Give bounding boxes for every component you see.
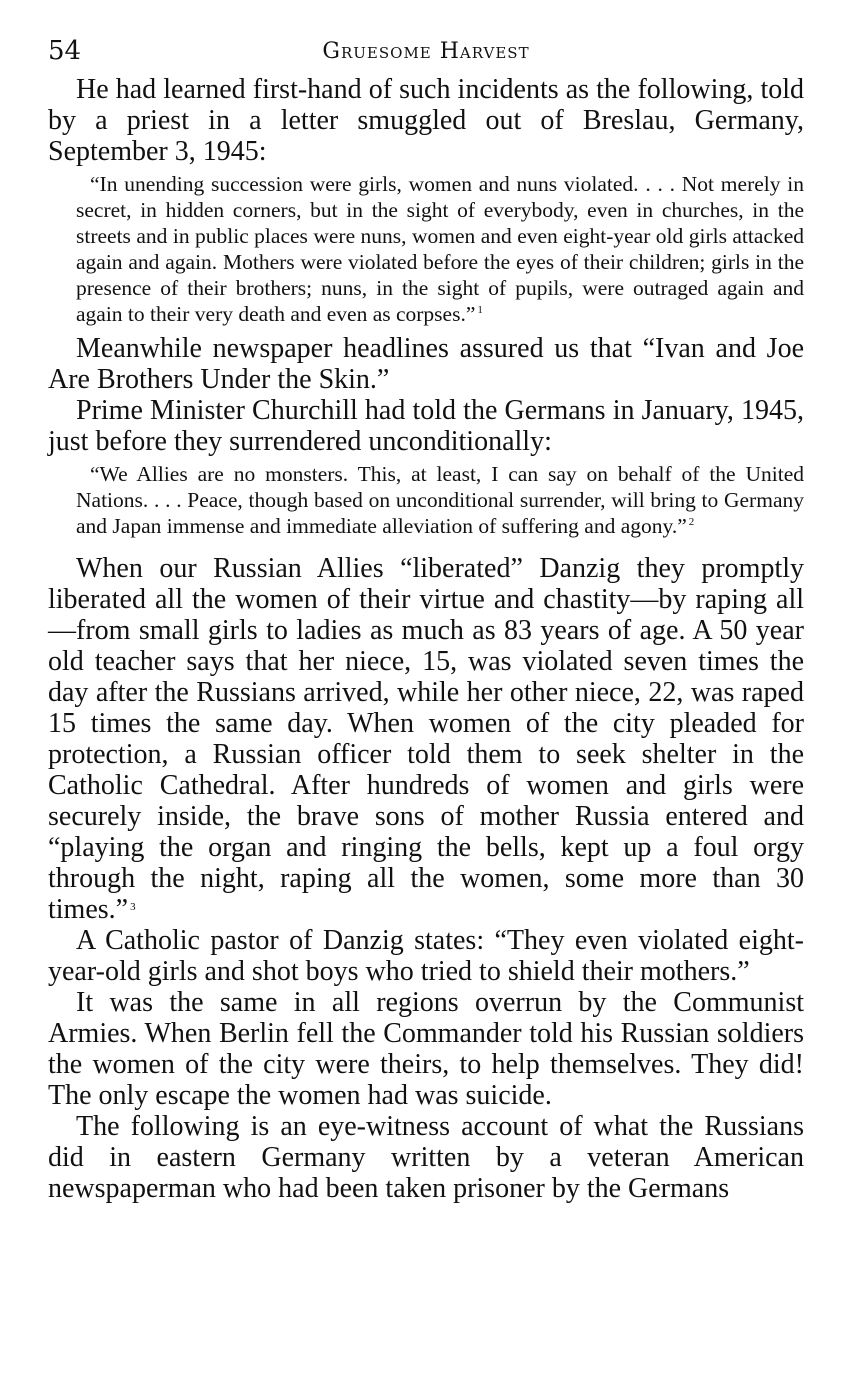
paragraph-4 [48,553,804,925]
paragraph-6: It was the same in all regions overrun by the Communist Armies. When Berlin fell the Commander told his Russian soldiers the women of the city were theirs, to help themselves. They did! The only escape the women had was suicide. [48,987,804,1111]
running-head: Gruesome Harvest [322,39,530,64]
footnote-marker-1: 1 [477,304,483,316]
page-header [48,30,804,74]
paragraph-4-text: When our Russian Allies “liberated” Danzig they promptly liberated all the women of their virtue and chastity—by raping all—from small girls to ladies as much as 83 years of age. A 50 year old teacher says that her niece, 15, was violated seven times the day after the Russians arrived, while her other niece, 22, was raped 15 times the same day. When women of the city pleaded for protection, a Russian officer told them to seek shelter in the Catholic Cathedral. After hundreds of women and girls were securely inside, the brave sons of mother Russia entered and “playing the organ and ringing the bells, kept up a foul orgy through the night, raping all the women, some more than 30 times.” [48,553,804,925]
block-quote-2-text: “We Allies are no monsters. This, at least, I can say on behalf of the United Nations. . . . Peace, though based on unconditional surrender, will bring to Germany and Japan immense and immediate alleviation of suffering and agony.” [76,462,804,538]
footnote-marker-3: 3 [130,901,136,913]
paragraph-2: Meanwhile newspaper headlines assured us that “Ivan and Joe Are Brothers Under the Skin.” [48,333,804,395]
book-page [48,30,804,1204]
paragraph-1: He had learned first-hand of such incidents as the following, told by a priest in a letter smuggled out of Breslau, Germany, September 3, 1945: [48,74,804,167]
footnote-marker-2: 2 [688,516,695,528]
paragraph-3: Prime Minister Churchill had told the Germans in January, 1945, just before they surrendered unconditionally: [48,395,804,457]
paragraph-7: The following is an eye-witness account of what the Russians did in eastern Germany written by a veteran American newspaperman who had been taken prisoner by the Germans [48,1111,804,1204]
page-number: 54 [48,36,82,66]
block-quote-2 [76,461,804,539]
paragraph-5: A Catholic pastor of Danzig states: “They even violated eight-year-old girls and shot boys who tried to shield their mothers.” [48,925,804,987]
block-quote-1 [76,171,804,327]
block-quote-1-text: “In unending succession were girls, women and nuns violated. . . . Not merely in secret, in hidden corners, but in the sight of everybody, even in churches, in the streets and in public places were nuns, women and even eight-year old girls attacked again and again. Mothers were violated before the eyes of their children; girls in the presence of their brothers; nuns, in the sight of pupils, were outraged again and again to their very death and even as corpses.” [76,172,804,326]
page-body [48,74,804,1204]
